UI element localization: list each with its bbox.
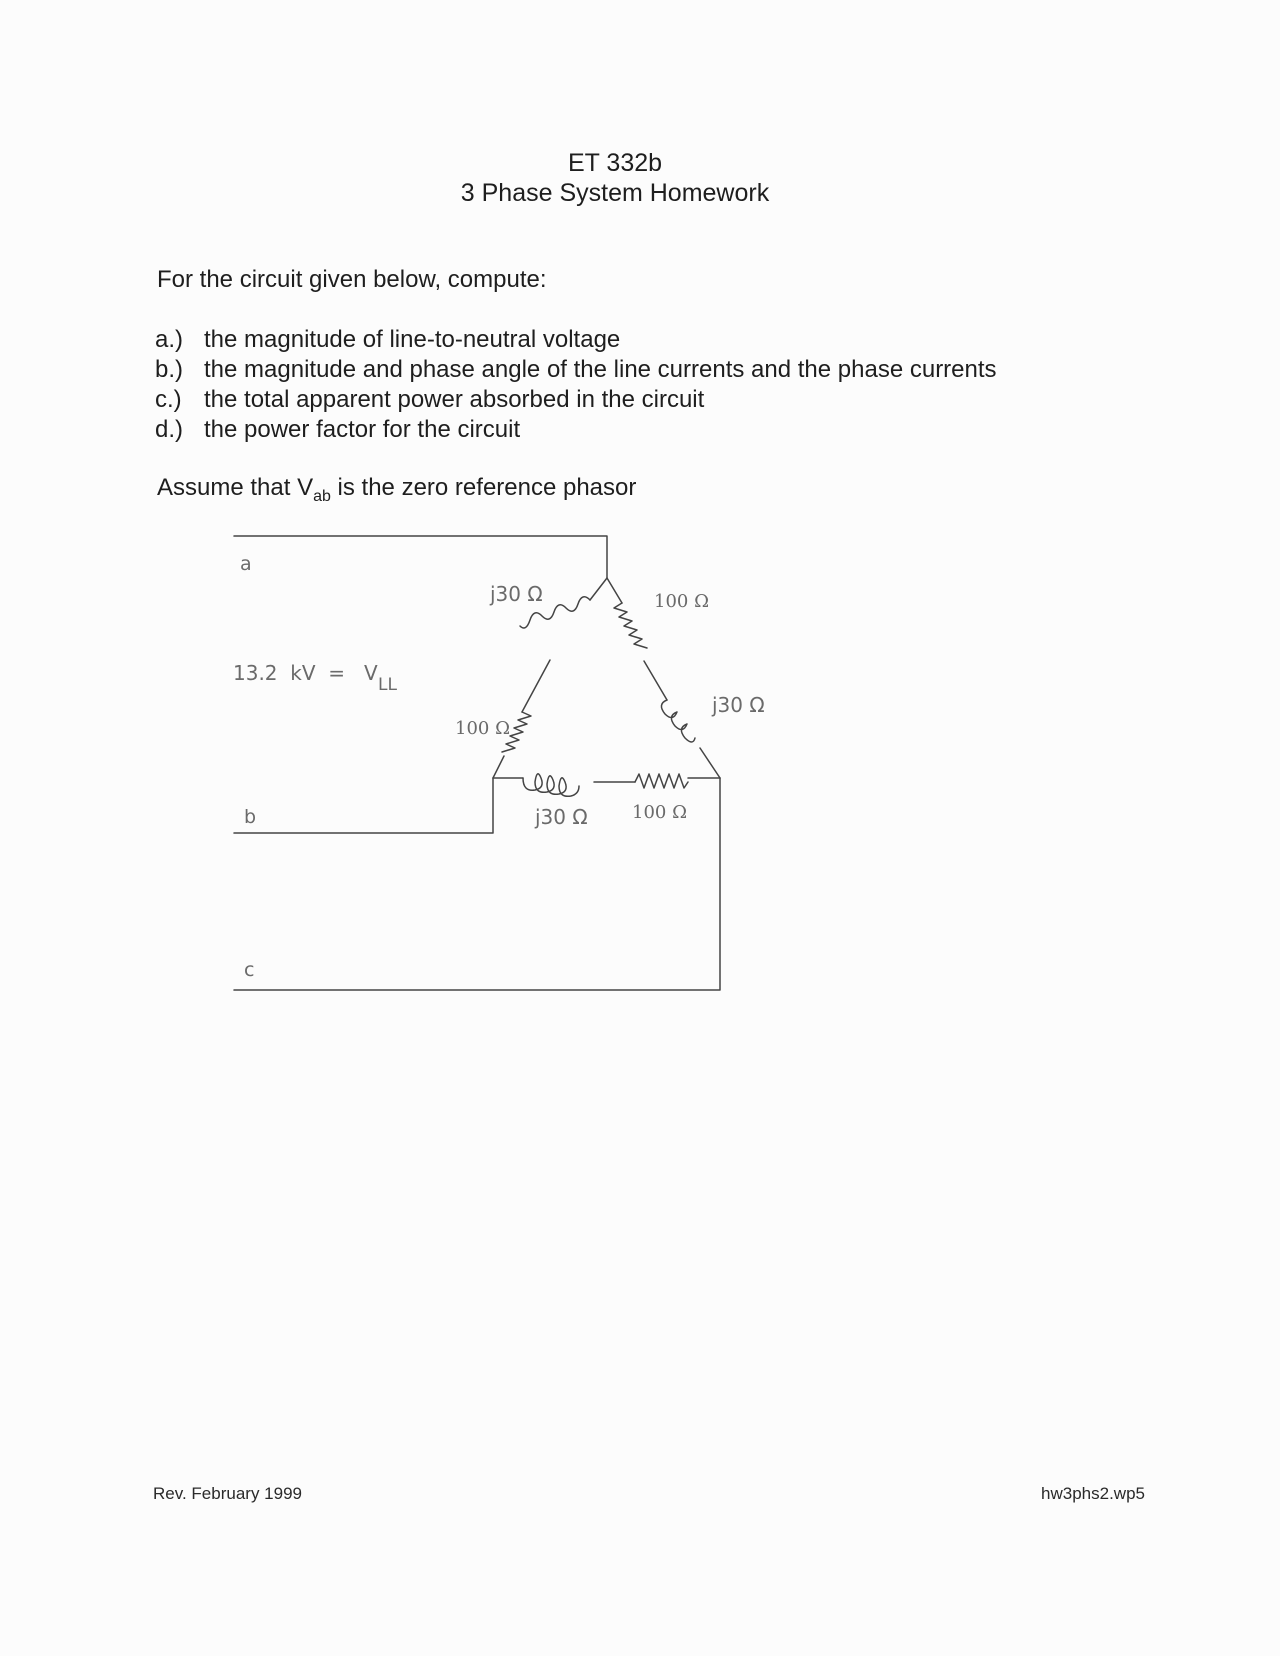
supply-voltage-label: 13.2 kV = bbox=[233, 661, 345, 685]
question-text: the magnitude of line-to-neutral voltage bbox=[204, 326, 621, 353]
assumption-subscript: ab bbox=[313, 488, 331, 505]
branch-ac-wire bbox=[700, 748, 720, 778]
resistor-ac-zigzag bbox=[614, 603, 647, 648]
file-name: hw3phs2.wp5 bbox=[1041, 1484, 1145, 1503]
branch-ab-wire bbox=[590, 578, 607, 600]
branch-ab-wire bbox=[522, 660, 550, 712]
line-a-wire bbox=[234, 536, 607, 578]
intro-text: For the circuit given below, compute: bbox=[157, 266, 547, 293]
inductor-bc-coil bbox=[523, 774, 579, 796]
assignment-title: 3 Phase System Homework bbox=[460, 179, 770, 207]
branch-ac-wire bbox=[607, 578, 622, 603]
line-b-wire bbox=[234, 778, 493, 833]
question-label: d.) bbox=[155, 416, 184, 443]
branch-ac-wire bbox=[644, 661, 667, 700]
question-text: the magnitude and phase angle of the line currents and the phase currents bbox=[204, 356, 997, 383]
supply-symbol: V bbox=[364, 661, 378, 685]
question-label: b.) bbox=[155, 356, 184, 383]
branch-ab-wire bbox=[493, 756, 504, 778]
question-label: a.) bbox=[155, 326, 184, 353]
branch-ac-reactance-label: j30 Ω bbox=[712, 693, 765, 717]
line-label-b: b bbox=[244, 806, 257, 828]
question-label: c.) bbox=[155, 386, 182, 413]
assumption-prefix: Assume that V bbox=[157, 474, 314, 501]
question-text: the power factor for the circuit bbox=[204, 416, 521, 443]
branch-ab-reactance-label: j30 Ω bbox=[490, 582, 543, 606]
question-text: the total apparent power absorbed in the circuit bbox=[204, 386, 705, 413]
supply-symbol-subscript: LL bbox=[378, 675, 397, 695]
resistor-bc-zigzag bbox=[635, 774, 688, 788]
branch-ab-resistance-label: 100 Ω bbox=[455, 718, 511, 739]
branch-ac-resistance-label: 100 Ω bbox=[654, 591, 710, 612]
branch-bc-reactance-label: j30 Ω bbox=[535, 805, 588, 829]
assumption-suffix: is the zero reference phasor bbox=[330, 474, 637, 501]
revision-date: Rev. February 1999 bbox=[153, 1484, 302, 1503]
line-label-c: c bbox=[244, 959, 255, 981]
course-code: ET 332b bbox=[567, 149, 663, 177]
line-label-a: a bbox=[240, 553, 252, 575]
branch-bc-resistance-label: 100 Ω bbox=[632, 802, 688, 823]
inductor-ac-coil bbox=[661, 700, 695, 742]
